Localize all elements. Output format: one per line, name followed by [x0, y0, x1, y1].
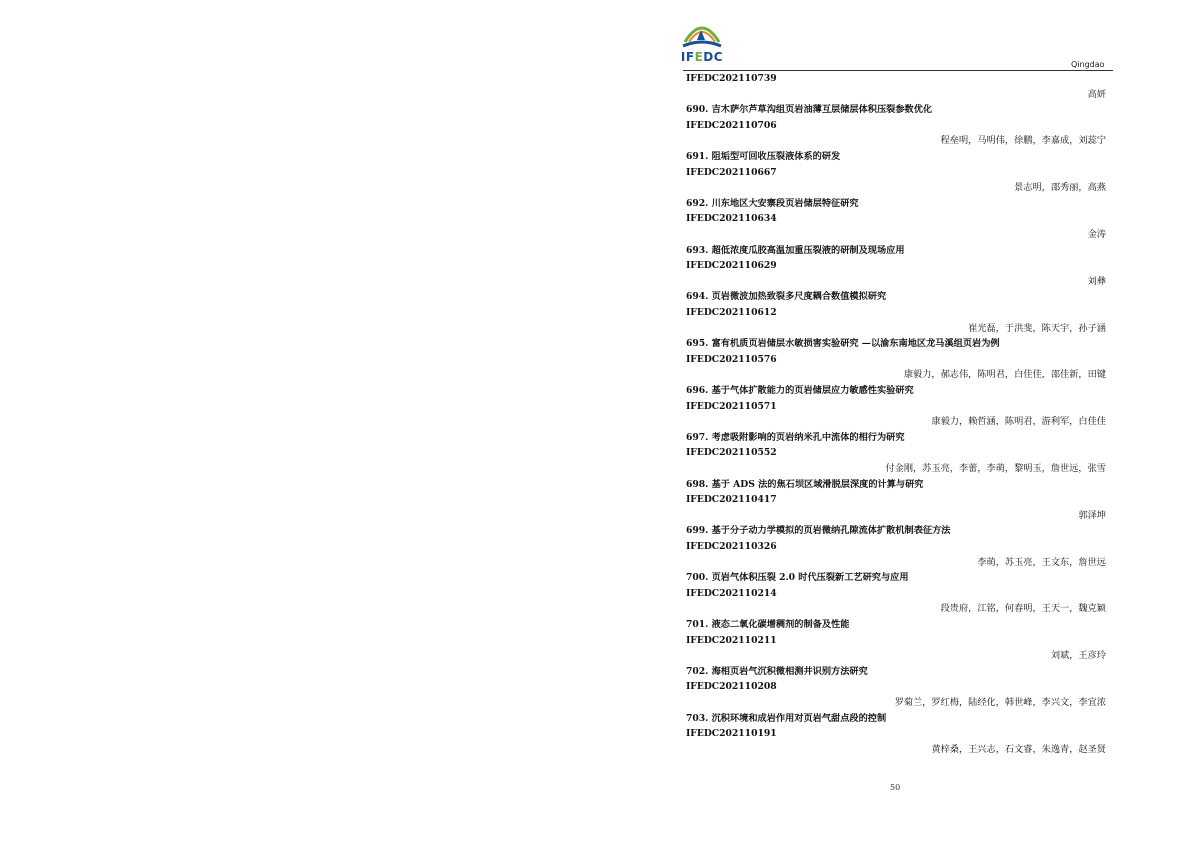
- entry-title: 697. 考虑吸附影响的页岩纳米孔中流体的相行为研究: [686, 431, 905, 443]
- entry-code: IFEDC202110552: [686, 447, 777, 459]
- entry-code: IFEDC202110629: [686, 260, 777, 272]
- entry-title: 701. 液态二氧化碳增稠剂的制备及性能: [686, 619, 850, 630]
- entry-authors: 景志明，邵秀丽，高燕: [1014, 182, 1106, 194]
- entry-title: 694. 页岩微波加热致裂多尺度耦合数值模拟研究: [686, 291, 887, 303]
- entry-code: IFEDC202110634: [686, 213, 777, 225]
- entry-code: IFEDC202110214: [686, 587, 777, 599]
- entry-code: IFEDC202110326: [686, 541, 777, 552]
- entry-code: IFEDC202110191: [686, 728, 777, 740]
- entry-title: 698. 基于 ADS 法的焦石坝区域滑脱层深度的计算与研究: [686, 478, 924, 490]
- entry-title: 690. 吉木萨尔芦草沟组页岩油薄互层储层体积压裂参数优化: [686, 104, 933, 116]
- entry-code: IFEDC202110417: [686, 494, 777, 506]
- entry-title: 692. 川东地区大安寨段页岩储层特征研究: [686, 197, 859, 209]
- page-number: 50: [890, 783, 901, 792]
- top-code: IFEDC202110739: [686, 73, 777, 84]
- entry-code: IFEDC202110612: [686, 307, 777, 318]
- entry-title: 702. 海相页岩气沉积微相测井识别方法研究: [686, 665, 868, 677]
- entry-title: 699. 基于分子动力学模拟的页岩微纳孔隙流体扩散机制表征方法: [686, 525, 951, 537]
- entry-title: 693. 超低浓度瓜胶高温加重压裂液的研制及现场应用: [686, 244, 905, 256]
- entry-authors: 康毅力，郝志伟，陈明君，白佳佳，邵佳新，田键: [903, 369, 1106, 381]
- entry-authors: 付金刚，苏玉亮，李蕾，李萌，黎明玉，詹世远，张雪: [885, 463, 1106, 474]
- logo-text: IFEDC: [680, 50, 724, 64]
- entry-authors: 康毅力，赖哲涵，陈明君，游利军，白佳佳: [931, 416, 1106, 428]
- entry-authors: 罗菊兰，罗红梅，陆经化，韩世峰，李兴文，李宜浓: [894, 697, 1106, 708]
- entry-authors: 黄梓桑，王兴志，石文睿，朱逸青，赵圣贤: [931, 743, 1106, 755]
- entry-code: IFEDC202110706: [686, 119, 777, 131]
- entry-title: 691. 阻垢型可回收压裂液体系的研发: [686, 151, 841, 162]
- entry-authors: 郭泽坤: [1078, 509, 1106, 521]
- entry-title: 703. 沉积环境和成岩作用对页岩气甜点段的控制: [686, 712, 887, 724]
- entry-authors: 刘彝: [1087, 275, 1106, 287]
- entry-code: IFEDC202110571: [686, 400, 777, 412]
- entry-authors: 段贵府，江铭，何春明，王天一，魏克颖: [940, 603, 1106, 615]
- entry-authors: 李萌，苏玉亮，王文东，詹世远: [977, 556, 1106, 568]
- entry-authors: 崔光磊，于洪斐，陈天宇，孙子涵: [968, 322, 1106, 334]
- entry-code: IFEDC202110667: [686, 166, 777, 178]
- header-divider: [683, 70, 1113, 71]
- top-author: 高妍: [1087, 88, 1106, 100]
- entry-code: IFEDC202110211: [686, 634, 777, 646]
- entry-authors: 金涛: [1087, 229, 1106, 240]
- entry-title: 695. 富有机质页岩储层水敏损害实验研究 —以渝东南地区龙马溪组页岩为例: [686, 338, 1000, 350]
- entry-title: 696. 基于气体扩散能力的页岩储层应力敏感性实验研究: [686, 385, 914, 396]
- header-city: Qingdao: [1071, 60, 1105, 69]
- entry-code: IFEDC202110576: [686, 353, 777, 365]
- entry-authors: 刘斌，王彦玲: [1050, 650, 1106, 662]
- ifedc-logo: [673, 18, 731, 66]
- entry-code: IFEDC202110208: [686, 681, 777, 693]
- entry-title: 700. 页岩气体积压裂 2.0 时代压裂新工艺研究与应用: [686, 572, 909, 584]
- logo-graphic: [681, 18, 723, 52]
- entry-authors: 程垒明，马明伟，徐鹏，李嘉成，刘蕊宁: [940, 135, 1106, 147]
